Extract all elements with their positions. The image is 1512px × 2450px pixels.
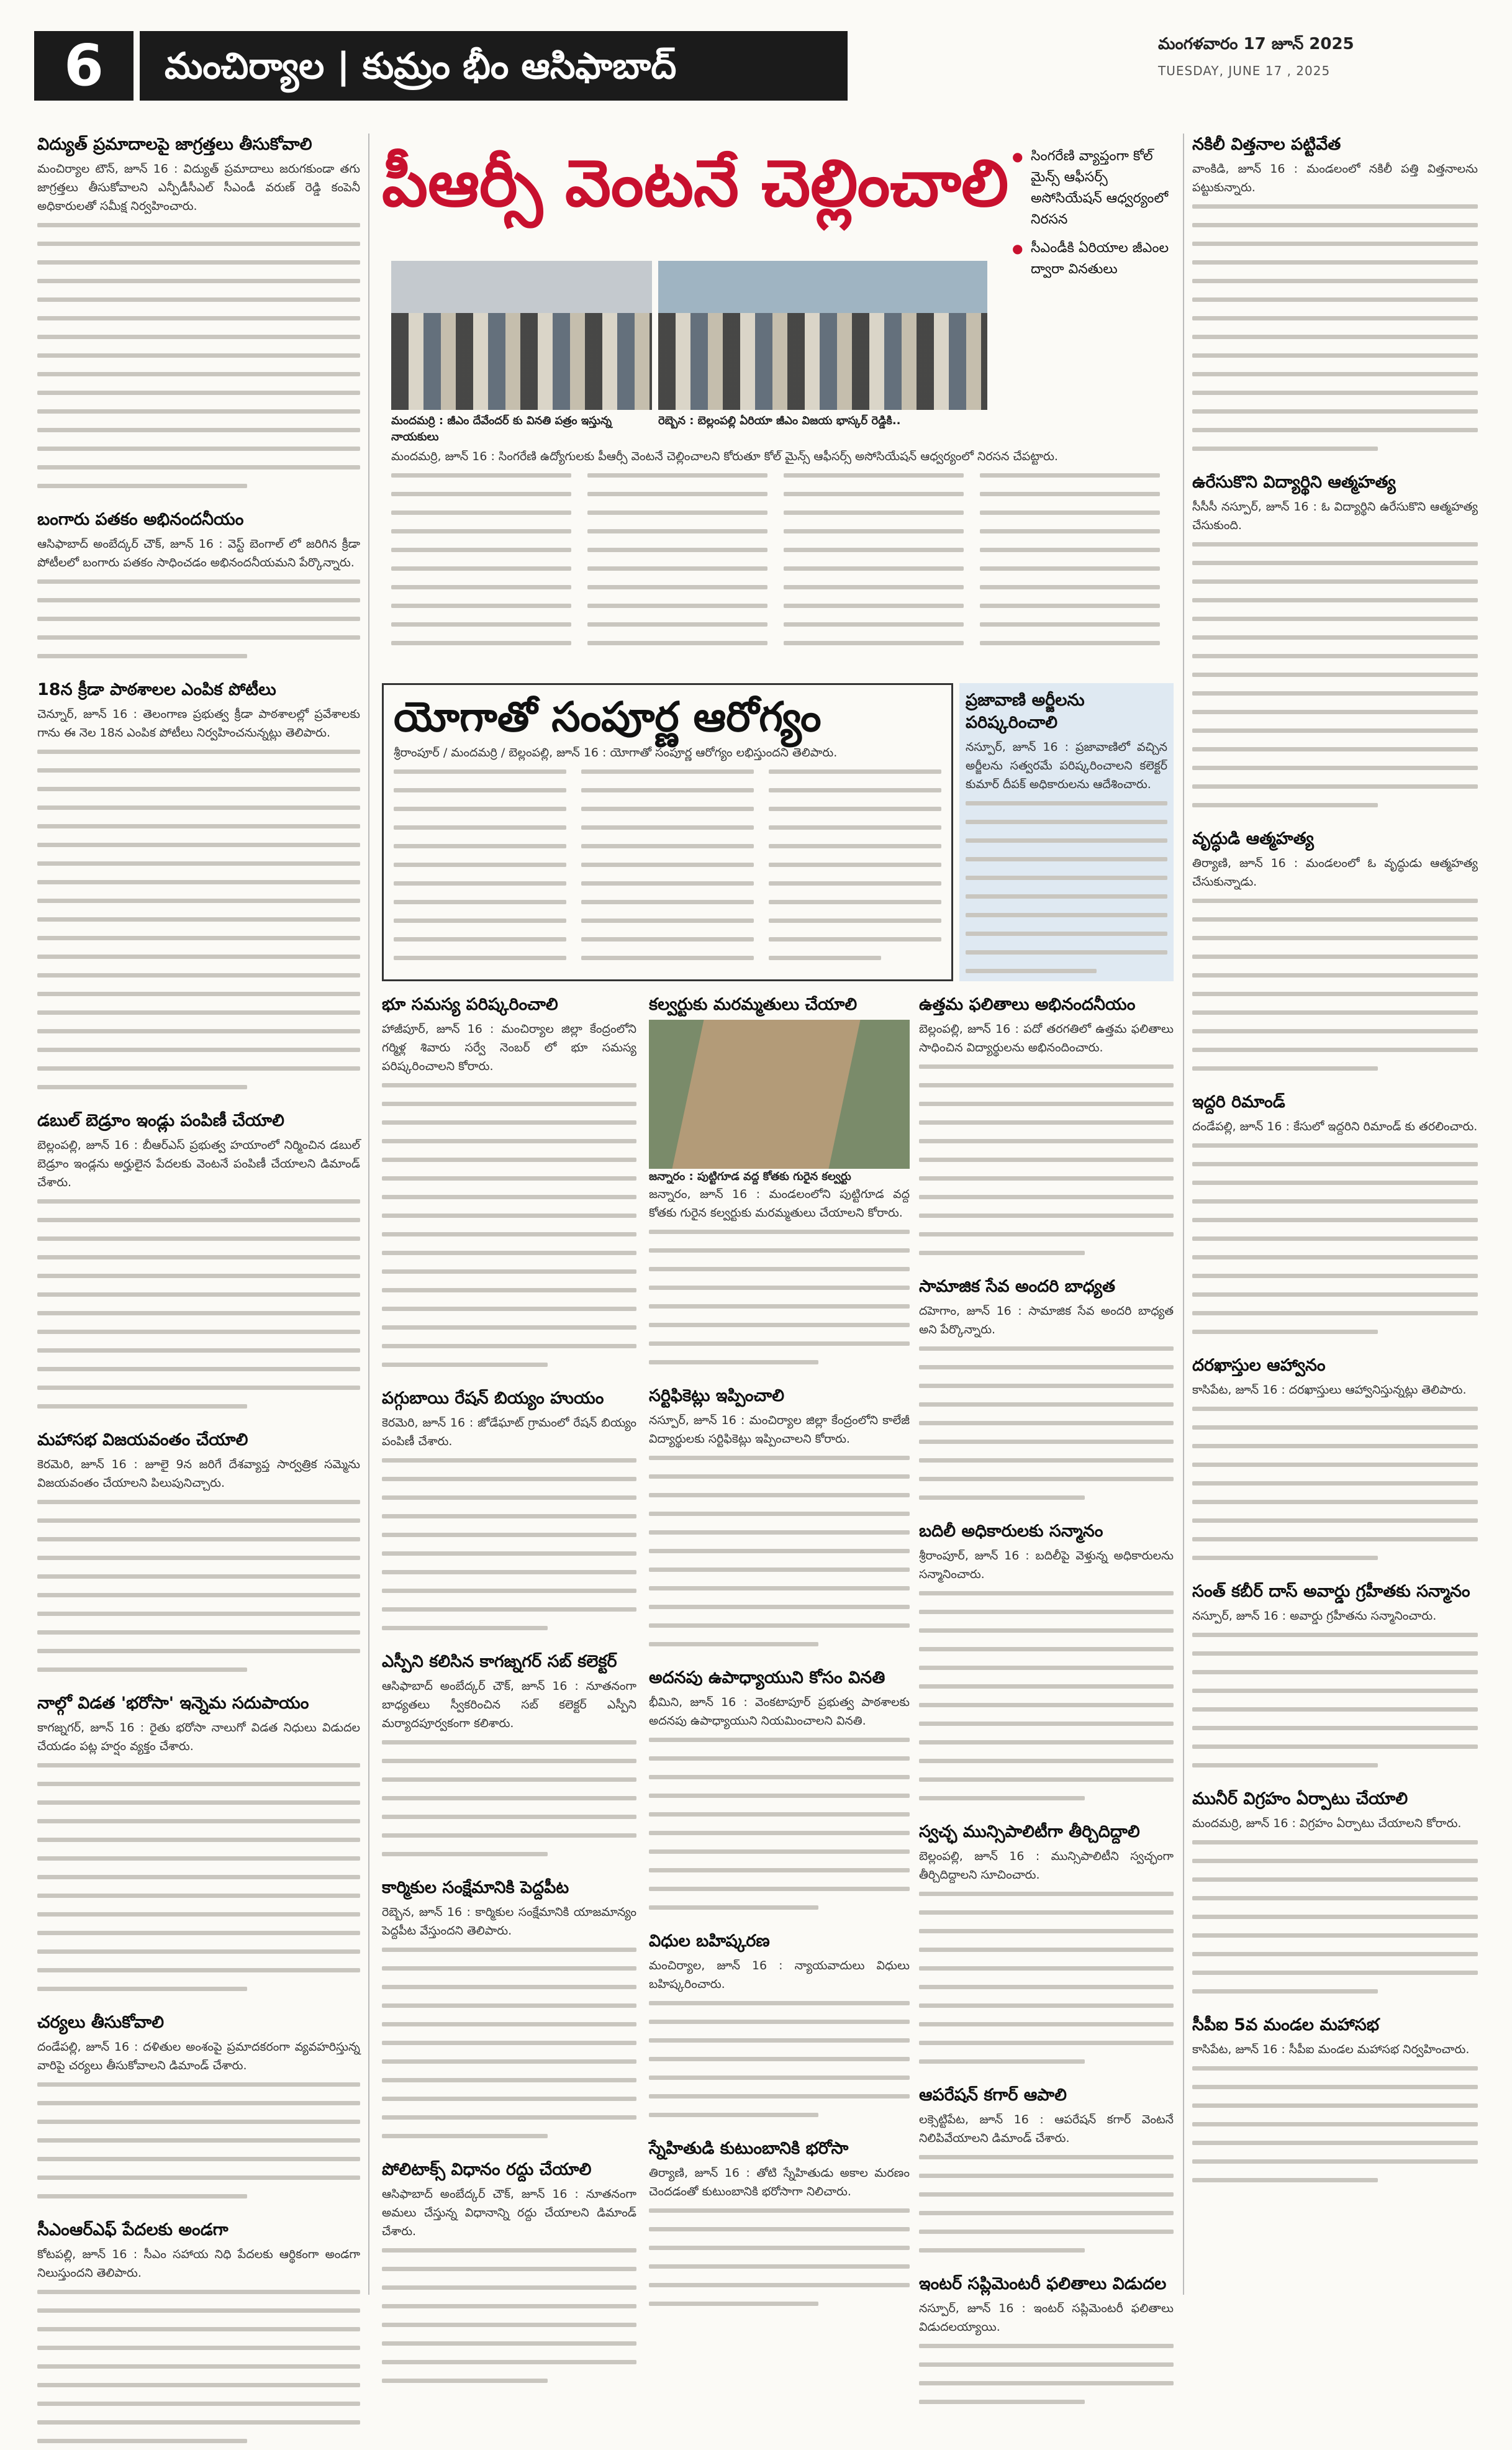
headline: దరఖాస్తుల ఆహ్వానం — [1192, 1356, 1326, 1375]
grievance-article — [959, 683, 1174, 981]
masthead — [34, 31, 1481, 101]
article-lead: ఆసిఫాబాద్ అంబేద్కర్ చౌక్, జూన్ 16 : నూతనంగా అమలు చేస్తున్న విధానాన్ని రద్దు చేయాలని డిమాండ్ చేశారు. — [382, 2187, 636, 2238]
bullet-item: ● సింగరేణి వ్యాప్తంగా కోల్ మైన్స్ ఆఫీసర్స్ అసోసియేషన్ ఆధ్వర్యంలో నిరసన — [1012, 146, 1174, 230]
yoga-article — [382, 683, 953, 981]
article-lead: లక్సెట్టిపేట, జూన్ 16 : ఆపరేషన్ కగార్ వెంటనే నిలిపివేయాలని డిమాండ్ చేశారు. — [919, 2113, 1174, 2145]
headline: బదిలీ అధికారులకు సన్మానం — [919, 1522, 1103, 1541]
article-lead: ఆసిఫాబాద్ అంబేద్కర్ చౌక్, జూన్ 16 : నూతనంగా బాధ్యతలు స్వీకరించిన సబ్ కలెక్టర్ ఎస్పీని మర్యాదపూర్వకంగా కలిశారు. — [382, 1679, 636, 1730]
headline: చర్యలు తీసుకోవాలి — [37, 2013, 165, 2032]
article-lead: శ్రీరాంపూర్, జూన్ 16 : బదిలీపై వెళ్తున్న అధికారులను సన్మానించారు. — [919, 1549, 1174, 1581]
article-lead: బెల్లంపల్లి, జూన్ 16 : పదో తరగతిలో ఉత్తమ ఫలితాలు సాధించిన విద్యార్థులను అభినందించారు. — [919, 1022, 1174, 1055]
article-lead: తిర్యాణి, జూన్ 16 : తోటి స్నేహితుడు అకాల మరణం చెందడంతో కుటుంబానికి భరోసాగా నిలిచారు. — [649, 2166, 910, 2198]
article — [919, 2273, 1174, 2411]
headline: ఎస్పీని కలిసిన కాగజ్నగర్ సబ్ కలెక్టర్ — [382, 1652, 617, 1671]
article — [919, 2084, 1174, 2259]
article — [37, 509, 360, 665]
headline: స్వచ్ఛ మున్సిపాలిటీగా తీర్చిదిద్దాలి — [919, 1822, 1140, 1841]
yoga-headline: యోగాతో సంపూర్ణ ఆరోగ్యం — [394, 693, 822, 741]
news-photo — [649, 1020, 910, 1169]
article-lead: శ్రీరాంపూర్ / మందమర్రి / బెల్లంపల్లి, జూన్ 16 : యోగాతో సంపూర్ణ ఆరోగ్యం లభిస్తుందని తెలిపారు. — [394, 746, 838, 760]
headline: సంత్ కబీర్ దాస్ అవార్డు గ్రహీతకు సన్మానం — [1192, 1582, 1470, 1601]
photo-caption: జన్నారం : పుట్టిగూడ వద్ద కోతకు గురైన కల్వర్టు — [649, 1170, 851, 1183]
column-mid-c — [919, 994, 1174, 2334]
photo-caption: మందమర్రి : జీఎం దేవేందర్ కు వినతి పత్రం ఇస్తున్న నాయకులు — [391, 414, 612, 443]
headline: నాల్గో విడత 'భరోసా' ఇన్నెమ సదుపాయం — [37, 1694, 309, 1713]
article-lead: రెబ్బెన, జూన్ 16 : కార్మికుల సంక్షేమానికి యాజమాన్యం పెద్దపీట వేస్తుందని తెలిపారు. — [382, 1905, 636, 1938]
article-lead: నస్పూర్, జూన్ 16 : అవార్డు గ్రహీతను సన్మానించారు. — [1192, 1609, 1437, 1623]
article-lead: మంచిర్యాల టౌన్, జూన్ 16 : విద్యుత్ ప్రమాదాలు జరుగకుండా తగు జాగ్రత్తలు తీసుకోవాలని ఎన్పీడీసీఎల్ సీఎండీ వరుణ్ రెడ్డి కంపెనీ అధికారులతో సమీక్ష నిర్వహించారు. — [37, 162, 360, 213]
article-body — [37, 2282, 360, 2450]
lead-headline-box — [382, 143, 1009, 221]
lead-article-body — [391, 447, 1174, 671]
article — [649, 1385, 910, 1653]
headline: కార్మికుల సంక్షేమానికి పెద్దపీట — [382, 1878, 569, 1897]
article — [649, 1185, 910, 1371]
article — [37, 2012, 360, 2205]
column-mid-a — [382, 994, 636, 2292]
article — [1192, 828, 1478, 1078]
article-lead: బెల్లంపల్లి, జూన్ 16 : మున్సిపాలిటీని స్వచ్ఛంగా తీర్చిదిద్దాలని సూచించారు. — [919, 1849, 1174, 1882]
article-lead: నస్పూర్, జూన్ 16 : మంచిర్యాల జిల్లా కేంద్రంలోని కాలేజీ విద్యార్థులకు సర్టిఫికెట్లు ఇప్పించాలని కోరారు. — [649, 1413, 910, 1446]
column-mid-b — [649, 994, 910, 2292]
headline: 18న క్రీడా పాఠశాలల ఎంపిక పోటీలు — [37, 680, 276, 699]
headline: భూ సమస్య పరిష్కరించాలి — [382, 995, 558, 1014]
article — [382, 1387, 636, 1637]
article — [1192, 1354, 1478, 1567]
date-telugu: మంగళవారం 17 జూన్ 2025 — [1158, 35, 1354, 53]
headline: ప్రజావాణి అర్జీలను పరిష్కరించాలి — [966, 691, 1085, 732]
article-body — [37, 216, 360, 495]
article — [1192, 2014, 1478, 2189]
article — [382, 1877, 636, 2145]
article — [919, 1821, 1174, 2071]
article-lead: కాగజ్నగర్, జూన్ 16 : రైతు భరోసా నాలుగో విడత నిధులు విడుదల చేయడం పట్ల హర్షం వ్యక్తం చేశారు. — [37, 1721, 360, 1753]
article-lead: దహెగాం, జూన్ 16 : సామాజిక సేవ అందరి బాధ్యత అని పేర్కొన్నారు. — [919, 1304, 1174, 1336]
article — [37, 2219, 360, 2450]
article-lead: మందమర్రి, జూన్ 16 : సింగరేణి ఉద్యోగులకు పీఆర్సీ వెంటనే చెల్లించాలని కోరుతూ కోల్ మైన్స్ ఆఫీసర్స్ అసోసియేషన్ ఆధ్వర్యంలో నిరసన చేపట్టారు. — [391, 450, 1058, 463]
headline: డబుల్ బెడ్రూం ఇండ్లు పంపిణీ చేయాలి — [37, 1111, 284, 1130]
headline: పోలిటాక్స్ విధానం రద్దు చేయాలి — [382, 2160, 592, 2179]
article-lead: కాసిపేట, జూన్ 16 : సీపీఐ మండల మహాసభ నిర్వహించారు. — [1192, 2043, 1470, 2056]
article — [1192, 1091, 1478, 1341]
lead-headline: పీఆర్సీ వెంటనే చెల్లించాలి — [382, 145, 1009, 221]
headline: సామాజిక సేవ అందరి బాధ్యత — [919, 1277, 1115, 1296]
column-right — [1192, 134, 1478, 2295]
headline: వృద్ధుడి ఆత్మహత్య — [1192, 829, 1314, 848]
headline: ఇద్దరి రిమాండ్ — [1192, 1092, 1285, 1112]
headline: సీఎంఆర్ఎఫ్ పేదలకు అండగా — [37, 2220, 229, 2239]
article-lead: మంచిర్యాల, జూన్ 16 : న్యాయవాదులు విధులు బహిష్కరించారు. — [649, 1959, 910, 1991]
headline: స్నేహితుడి కుటుంబానికి భరోసా — [649, 2139, 849, 2158]
article-lead: బెల్లంపల్లి, జూన్ 16 : బీఆర్ఎస్ ప్రభుత్వ హయాంలో నిర్మించిన డబుల్ బెడ్రూం ఇండ్లను అర్హులైన పేదలకు వెంటనే పంపిణీ చేయాలని డిమాండ్ చేశారు. — [37, 1138, 360, 1189]
article-lead: నస్పూర్, జూన్ 16 : ప్రజావాణిలో వచ్చిన అర్జీలను సత్వరమే పరిష్కరించాలని కలెక్టర్ కుమార్ దీపక్ అధికారులను ఆదేశించారు. — [966, 740, 1167, 791]
article-lead: సీసీసీ నస్పూర్, జూన్ 16 : ఓ విద్యార్థిని ఉరేసుకొని ఆత్మహత్య చేసుకుంది. — [1192, 500, 1478, 532]
article — [919, 1520, 1174, 1807]
headline: ఆపరేషన్ కగార్ ఆపాలి — [919, 2085, 1067, 2105]
article — [37, 1429, 360, 1679]
article — [382, 2159, 636, 2390]
headline: అదనపు ఉపాధ్యాయుని కోసం వినతి — [649, 1668, 885, 1687]
date-block — [1158, 35, 1481, 78]
article-lead: కాసిపేట, జూన్ 16 : దరఖాస్తులు ఆహ్వానిస్తున్నట్లు తెలిపారు. — [1192, 1383, 1467, 1397]
article-lead: జన్నారం, జూన్ 16 : మండలంలోని పుట్టిగూడ వద్ద కోతకు గురైన కల్వర్టుకు మరమ్మతులు చేయాలని కోరారు. — [649, 1187, 910, 1220]
page-number: 6 — [34, 31, 134, 101]
article-lead: ఆసిఫాబాద్ అంబేద్కర్ చౌక్, జూన్ 16 : వెస్ట్ బెంగాల్ లో జరిగిన క్రీడా పోటీలలో బంగారు పతకం సాధించడం అభినందనీయమని పేర్కొన్నారు. — [37, 537, 360, 569]
article-body — [37, 1756, 360, 1998]
article — [919, 994, 1174, 1262]
column-left — [37, 134, 360, 2295]
headline: ఉత్తమ ఫలితాలు అభినందనీయం — [919, 995, 1136, 1014]
article-lead: కెరమెరి, జూన్ 16 : జూలై 9న జరిగే దేశవ్యాప్త సార్వత్రిక సమ్మెను విజయవంతం చేయాలని పిలుపునిచ్చారు. — [37, 1458, 360, 1490]
article — [1192, 1581, 1478, 1774]
news-photo — [391, 261, 652, 410]
article-lead: దండేపల్లి, జూన్ 16 : దళితుల అంశంపై ప్రమాదకరంగా వ్యవహరిస్తున్న వారిపై చర్యలు తీసుకోవాలని డిమాండ్ చేశారు. — [37, 2040, 360, 2072]
article-body — [37, 572, 360, 665]
article-lead: తిర్యాణి, జూన్ 16 : మండలంలో ఓ వృద్ధుడు ఆత్మహత్య చేసుకున్నాడు. — [1192, 856, 1478, 889]
article-lead: కెరమెరి, జూన్ 16 : జోడేఘాట్ గ్రామంలో రేషన్ బియ్యం పంపిణీ చేశారు. — [382, 1416, 636, 1448]
article-lead: భీమిని, జూన్ 16 : వెంకటాపూర్ ప్రభుత్వ పాఠశాలకు అదనపు ఉపాధ్యాయుని నియమించాలని వినతి. — [649, 1695, 910, 1728]
article-body — [37, 1492, 360, 1679]
bullet-item: ● సీఎండీకి ఏరియాల జీఎంల ద్వారా వినతులు — [1012, 238, 1174, 280]
headline: విధుల బహిష్కరణ — [649, 1931, 770, 1951]
headline: నకిలీ విత్తనాల పట్టివేత — [1192, 135, 1341, 154]
article — [1192, 1788, 1478, 2000]
article-lead: కోటపల్లి, జూన్ 16 : సీఎం సహాయ నిధి పేదలకు ఆర్థికంగా అండగా నిలుస్తుందని తెలిపారు. — [37, 2248, 360, 2280]
headline: మునీర్ విగ్రహం ఏర్పాటు చేయాలి — [1192, 1789, 1408, 1808]
news-photo — [658, 261, 987, 410]
article — [382, 994, 636, 1374]
article-lead: చెన్నూర్, జూన్ 16 : తెలంగాణ ప్రభుత్వ క్రీడా పాఠశాలల్లో ప్రవేశాలకు గాను ఈ నెల 18న ఎంపిక పోటీలు నిర్వహించనున్నట్లు తెలిపారు. — [37, 707, 360, 740]
date-english: TUESDAY, JUNE 17 , 2025 — [1158, 63, 1331, 78]
headline: మహాసభ విజయవంతం చేయాలి — [37, 1430, 248, 1450]
article — [382, 1651, 636, 1863]
headline: సీపీఐ 5వ మండల మహాసభ — [1192, 2015, 1380, 2035]
headline: సర్టిఫికెట్లు ఇప్పించాలి — [649, 1386, 785, 1405]
article — [1192, 134, 1478, 458]
article — [649, 1667, 910, 1917]
article — [1192, 471, 1478, 814]
article-lead: హాజీపూర్, జూన్ 16 : మంచిర్యాల జిల్లా కేంద్రంలోని గర్మిళ్ల శివారు సర్వే నెంబర్ లో భూ సమస్య పరిష్కరించాలని కోరారు. — [382, 1022, 636, 1073]
article — [37, 134, 360, 495]
article — [37, 1110, 360, 1415]
article — [37, 1692, 360, 1998]
article-lead: వాంకిడి, జూన్ 16 : మండలంలో నకిలీ పత్తి విత్తనాలను పట్టుకున్నారు. — [1192, 162, 1478, 194]
article-lead: నస్పూర్, జూన్ 16 : ఇంటర్ సప్లిమెంటరీ ఫలితాలు విడుదలయ్యాయి. — [919, 2302, 1174, 2334]
column-divider — [368, 134, 369, 2295]
article — [649, 1930, 910, 2124]
article — [919, 1276, 1174, 1507]
headline: ఉరేసుకొని విద్యార్థిని ఆత్మహత్య — [1192, 473, 1396, 492]
headline: బంగారు పతకం అభినందనీయం — [37, 510, 244, 529]
article — [37, 679, 360, 1096]
photo-caption: రెబ్బెన : బెల్లంపల్లి ఏరియా జీఎం విజయ భాస్కర్ రెడ్డికి.. — [658, 414, 901, 427]
headline: ఇంటర్ సప్లిమెంటరీ ఫలితాలు విడుదల — [919, 2274, 1167, 2293]
article-body — [37, 1192, 360, 1415]
text-columns — [391, 466, 1174, 652]
section-title: మంచిర్యాల | కుమ్రం భీం ఆసిఫాబాద్ — [140, 31, 848, 101]
lead-bullets — [1012, 146, 1174, 288]
article-body — [37, 2075, 360, 2205]
headline: కల్వర్టుకు మరమ్మతులు చేయాలి — [649, 995, 858, 1014]
article-lead: దండేపల్లి, జూన్ 16 : కేసులో ఇద్దరిని రిమాండ్ కు తరలించారు. — [1192, 1120, 1478, 1133]
article — [649, 2138, 910, 2313]
headline: పగ్గుబాయి రేషన్ బియ్యం హుయం — [382, 1389, 604, 1408]
article-body — [37, 742, 360, 1096]
column-divider — [1183, 134, 1184, 2295]
headline: విద్యుత్ ప్రమాదాలపై జాగ్రత్తలు తీసుకోవాలి — [37, 135, 312, 154]
article-lead: మందమర్రి, జూన్ 16 : విగ్రహం ఏర్పాటు చేయాలని కోరారు. — [1192, 1817, 1462, 1830]
